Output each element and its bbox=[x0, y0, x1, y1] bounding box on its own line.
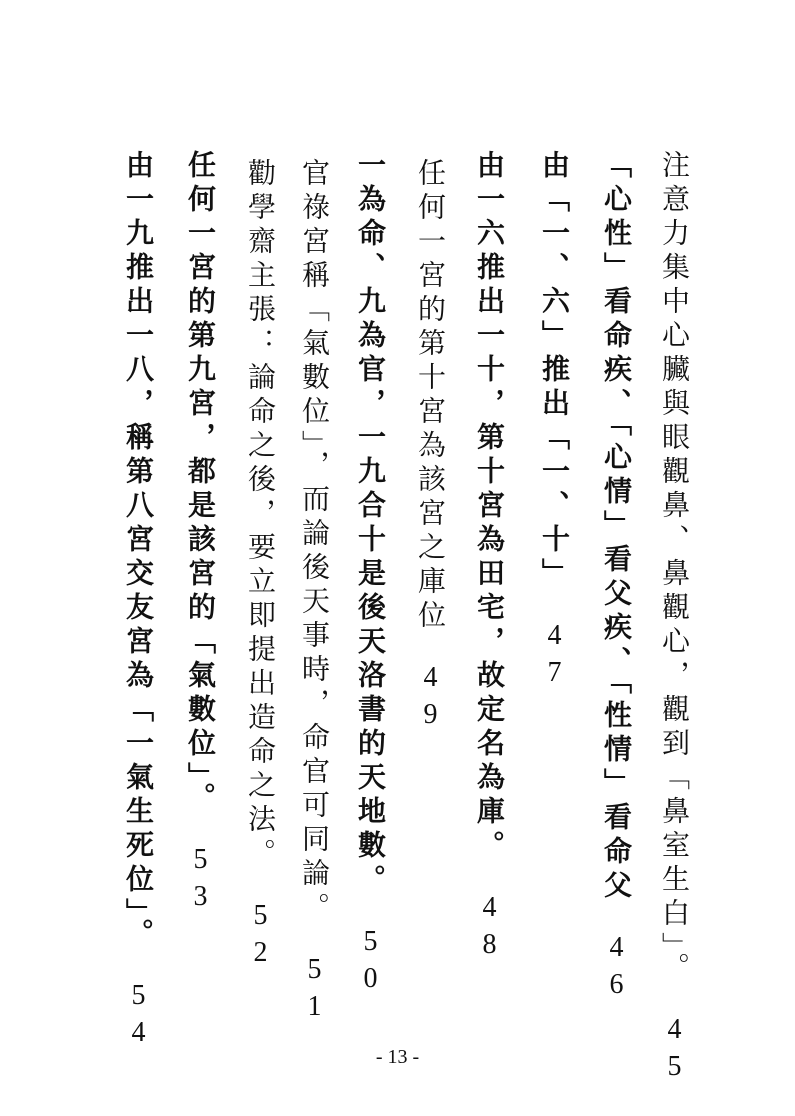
line-text: 任何一宮的第九宮，都是該宮的「氣數位」。 bbox=[184, 150, 217, 816]
line-3 bbox=[534, 150, 574, 694]
line-5 bbox=[410, 158, 450, 736]
page-number: 49 bbox=[415, 662, 446, 736]
page-footer: - 13 - bbox=[375, 1046, 420, 1068]
page-number: 46 bbox=[601, 932, 632, 1006]
page-number: 50 bbox=[355, 926, 386, 1000]
line-text: 注意力集中心臟與眼觀鼻、鼻觀心，觀到「鼻室生白」。 bbox=[658, 150, 691, 986]
line-4 bbox=[469, 150, 509, 966]
page-number: 48 bbox=[474, 892, 505, 966]
page-number: 51 bbox=[299, 954, 330, 1028]
page-number: 45 bbox=[659, 1014, 690, 1088]
page-number: 53 bbox=[185, 844, 216, 918]
line-8 bbox=[240, 158, 280, 974]
line-text: 由「一、六」推出「一、十」 bbox=[538, 150, 571, 592]
line-text: 任何一宮的第十宮為該宮之庫位 bbox=[414, 158, 447, 634]
line-text: 由一九推出一八，稱第八宮交友宮為「一氣生死位」。 bbox=[122, 150, 155, 952]
line-text: 官祿宮稱「氣數位」，而論後天事時，命官可同論。 bbox=[298, 158, 331, 926]
line-1 bbox=[654, 150, 694, 1088]
line-text: 「心性」看命疾、「心情」看父疾、「性情」看命父 bbox=[600, 150, 633, 904]
line-7 bbox=[294, 158, 334, 1028]
page-number: 52 bbox=[245, 900, 276, 974]
line-text: 由一六推出一十，第十宮為田宅，故定名為庫。 bbox=[473, 150, 506, 864]
page-number: 47 bbox=[539, 620, 570, 694]
line-text: 勸學齋主張：論命之後，要立即提出造命之法。 bbox=[244, 158, 277, 872]
line-10 bbox=[118, 150, 158, 1054]
line-9 bbox=[180, 150, 220, 918]
line-2 bbox=[596, 150, 636, 1006]
page-number: 54 bbox=[123, 980, 154, 1054]
line-text: 一為命、九為官，一九合十是後天洛書的天地數。 bbox=[354, 150, 387, 898]
line-6 bbox=[350, 150, 390, 1000]
